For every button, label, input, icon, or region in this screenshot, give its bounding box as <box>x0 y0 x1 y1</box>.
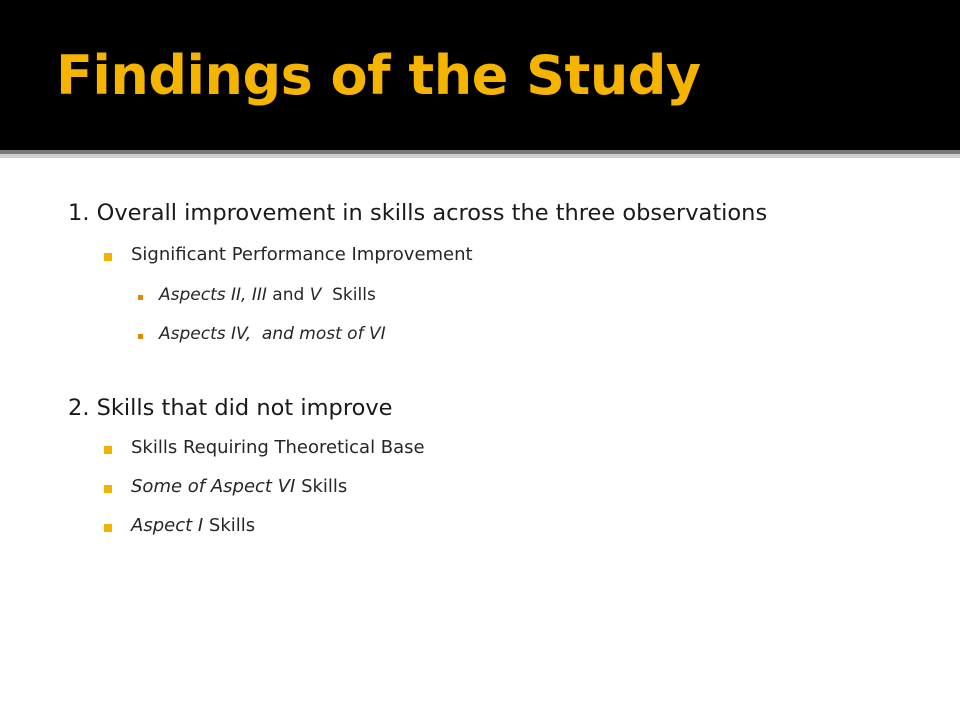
section1-heading: 1. Overall improvement in skills across the three observations <box>68 200 768 226</box>
small-square-bullet-icon <box>138 295 143 300</box>
small-square-bullet-icon <box>138 334 143 339</box>
square-bullet-icon <box>104 253 112 261</box>
item-italic: Some of Aspect VI <box>131 476 296 497</box>
section1-subheading: Significant Performance Improvement <box>131 244 473 265</box>
title-bar <box>0 0 960 150</box>
item-italic: Aspects IV, and most of VI <box>159 324 386 344</box>
item-text: Skills <box>295 476 348 497</box>
section2-heading: 2. Skills that did not improve <box>68 395 393 421</box>
item-italic: Aspect I <box>131 515 204 536</box>
item-text: Skills <box>321 285 376 305</box>
section2-item <box>131 476 347 497</box>
item-text: and <box>266 285 310 305</box>
section2-item <box>131 437 425 458</box>
section1-item <box>159 285 376 305</box>
square-bullet-icon <box>104 485 112 493</box>
slide-title: Findings of the Study <box>56 44 701 107</box>
item-italic: V <box>309 285 322 305</box>
title-divider-light <box>0 154 960 158</box>
item-text: Skills <box>203 515 256 536</box>
item-italic: Aspects II, III <box>159 285 267 305</box>
item-text: Skills Requiring Theoretical Base <box>131 437 425 458</box>
square-bullet-icon <box>104 524 112 532</box>
section1-item <box>159 324 386 344</box>
square-bullet-icon <box>104 446 112 454</box>
section2-item <box>131 515 255 536</box>
